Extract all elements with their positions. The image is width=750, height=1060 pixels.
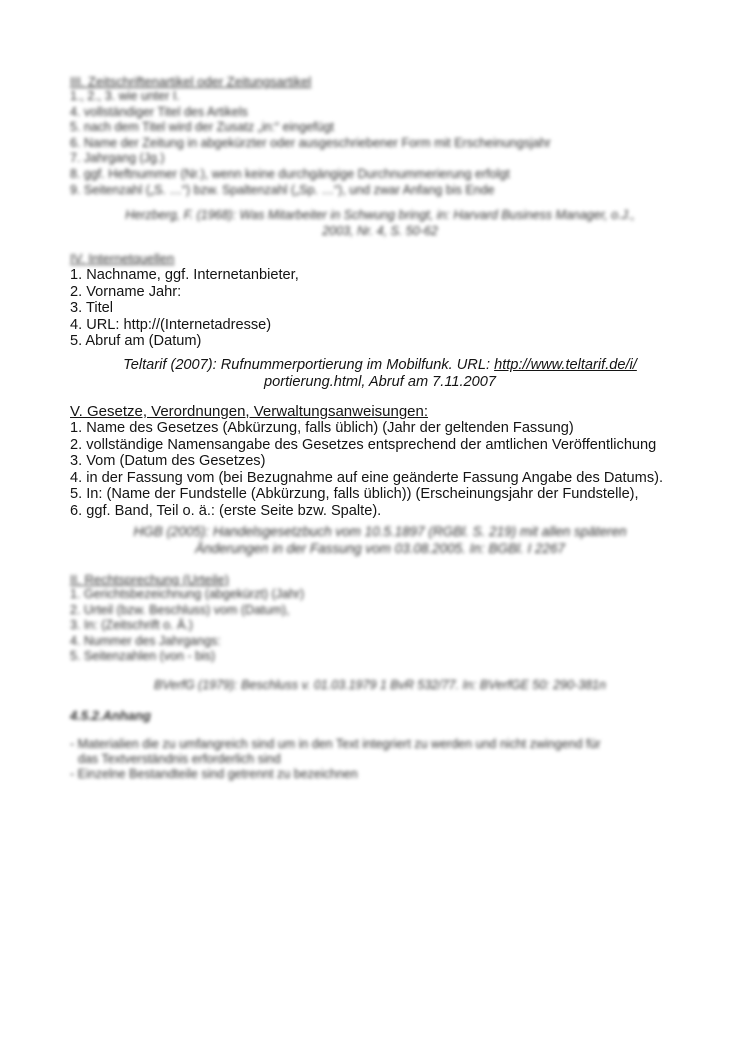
section-number: IV. [70, 251, 85, 266]
section-heading: II. Rechtsprechung (Urteile) [70, 572, 229, 587]
section-appendix [70, 708, 690, 782]
section-heading [70, 251, 690, 266]
example-citation: BVerfG (1979): Beschluss v. 01.03.1979 1 BvR 532/77. In: BVerfGE 50: 290-381n [154, 678, 606, 692]
list-item: 5. Abruf am (Datum) [70, 333, 202, 350]
list-item: 4. Nummer des Jahrgangs: [70, 633, 221, 648]
list-item: das Textverständnis erforderlich sind [78, 752, 281, 766]
section-journal-articles [70, 74, 690, 198]
section-case-law [70, 572, 690, 665]
list-item: 6. Name der Zeitung in abgekürzter oder ausgeschriebener Form mit Erscheinungsjahr [70, 135, 551, 150]
citation-line: HGB (2005): Handelsgesetzbuch vom 10.5.1897 (RGBl. S. 219) mit allen späteren [133, 524, 627, 539]
citation-line: portierung.html, Abruf am 7.11.2007 [263, 374, 496, 390]
citation-line: Änderungen in der Fassung vom 03.08.2005. In: BGBl. I 2267 [195, 541, 565, 556]
list-item: 4. vollständiger Titel des Artikels [70, 104, 248, 119]
list-item: 5. nach dem Titel wird der Zusatz „in:“ eingefügt [70, 120, 335, 135]
list-item: 6. ggf. Band, Teil o. ä.: (erste Seite bzw. Spalte). [70, 502, 382, 519]
section-title: Internetquellen [88, 251, 175, 266]
citation-line: Herzberg, F. (1968): Was Mitarbeiter in Schwung bringt, in: Harvard Business Manager, o.J., [125, 208, 635, 222]
example-citation [70, 523, 690, 557]
list-item: 5. In: (Name der Fundstelle (Abkürzung, falls üblich)) (Erscheinungsjahr der Fundstelle), [70, 486, 639, 503]
list-item: 1. Gerichtsbezeichnung (abgekürzt) (Jahr) [70, 587, 305, 601]
list-item: 7. Jahrgang (Jg.) [70, 151, 165, 166]
list-item: 3. In: (Zeitschrift o. Ä.) [70, 618, 193, 633]
list-item: 1. Nachname, ggf. Internetanbieter, [70, 267, 299, 283]
list-item: 8. ggf. Heftnummer (Nr.), wenn keine durchgängige Durchnummerierung erfolgt [70, 166, 510, 181]
list-item: - Materialien die zu umfangreich sind um in den Text integriert zu werden und nicht zwingend für [70, 737, 601, 751]
list-item: - Einzelne Bestandteile sind getrennt zu bezeichnen [70, 767, 358, 781]
list-item: 3. Vom (Datum des Gesetzes) [70, 453, 266, 470]
section-list [70, 267, 690, 350]
list-item: 9. Seitenzahl („S. …“) bzw. Spaltenzahl („Sp. …“), und zwar Anfang bis Ende [70, 182, 495, 197]
section-list [70, 89, 690, 198]
section-heading: 4.5.2.Anhang [70, 708, 151, 723]
section-laws [70, 403, 690, 520]
section-list [70, 737, 690, 782]
list-item: 1., 2., 3. wie unter I. [70, 89, 180, 103]
example-citation [70, 357, 690, 391]
list-item: 2. Urteil (bzw. Beschluss) vom (Datum), [70, 602, 290, 617]
list-item: 1. Name des Gesetzes (Abkürzung, falls üblich) (Jahr der geltenden Fassung) [70, 420, 574, 436]
list-item: 5. Seitenzahlen (von - bis) [70, 649, 216, 664]
example-citation [70, 207, 690, 239]
section-heading: III. Zeitschriftenartikel oder Zeitungsartikel [70, 74, 312, 89]
citation-line: 2003, Nr. 4, S. 50-62 [322, 224, 438, 238]
section-heading: V. Gesetze, Verordnungen, Verwaltungsanweisungen: [70, 403, 429, 420]
citation-link[interactable]: http://www.teltarif.de/i/ [494, 357, 637, 373]
section-list [70, 587, 690, 665]
list-item: 2. Vorname Jahr: [70, 283, 182, 300]
list-item: 2. vollständige Namensangabe des Gesetzes entsprechend der amtlichen Veröffentlichung [70, 436, 657, 453]
list-item: 3. Titel [70, 300, 113, 317]
citation-text: Teltarif (2007): Rufnummerportierung im Mobilfunk. URL: [123, 357, 495, 373]
citation-line [70, 357, 690, 374]
section-internet-sources [70, 251, 690, 350]
list-item: 4. URL: http://(Internetadresse) [70, 316, 272, 333]
section-list [70, 420, 690, 520]
list-item: 4. in der Fassung vom (bei Bezugnahme auf eine geänderte Fassung Angabe des Datums). [70, 469, 664, 486]
